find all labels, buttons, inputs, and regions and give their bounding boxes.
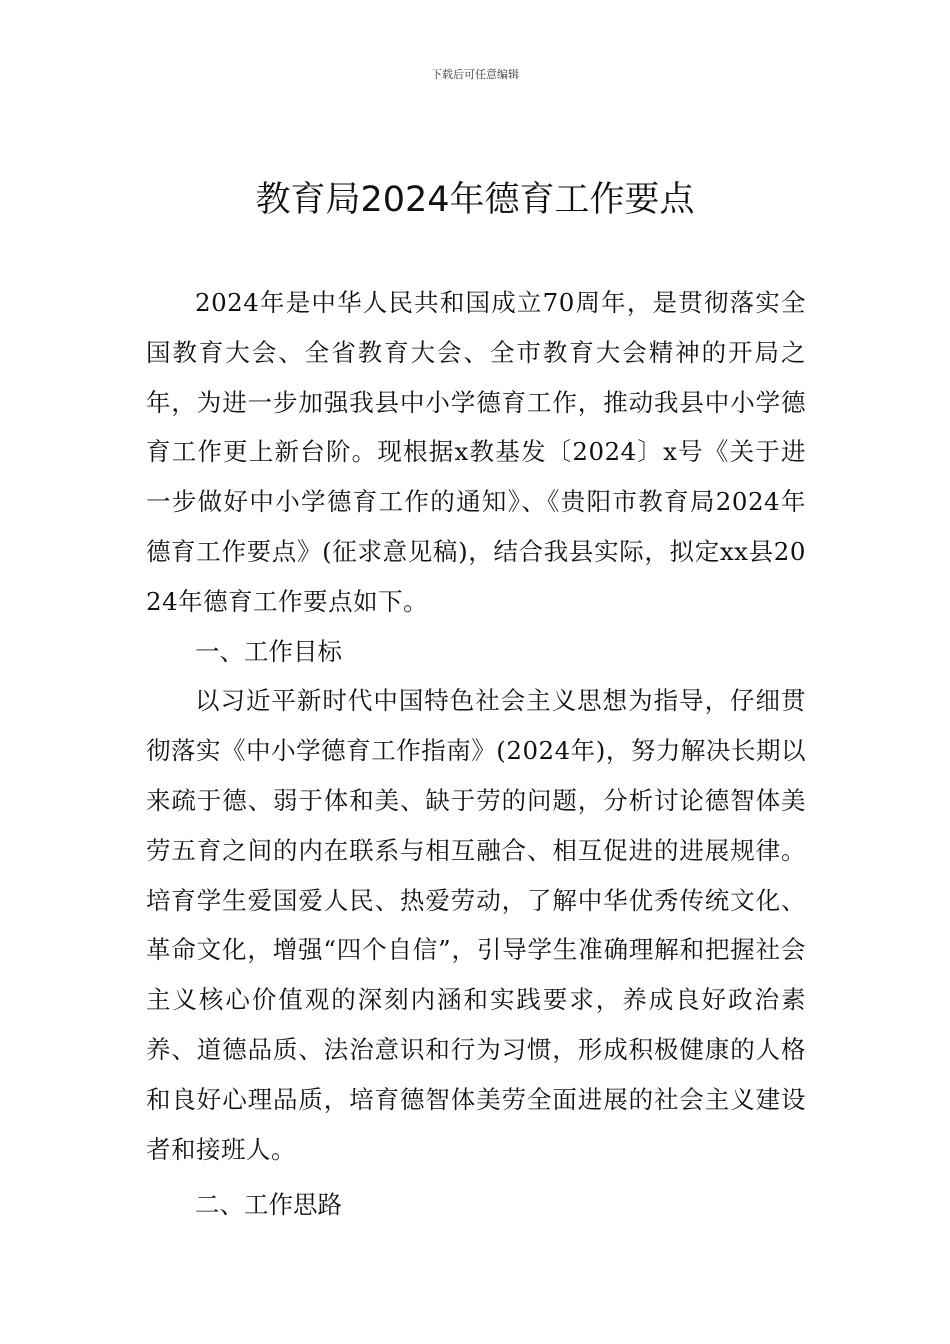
- document-body: [146, 278, 806, 1230]
- intro-paragraph: 2024年是中华人民共和国成立70周年，是贯彻落实全国教育大会、全省教育大会、全市教育大会精神的开局之年，为进一步加强我县中小学德育工作，推动我县中小学德育工作更上新台阶。现根据x教基发〔2024〕x号《关于进一步做好中小学德育工作的通知》、《贵阳市教育局2024年德育工作要点》(征求意见稿)，结合我县实际，拟定xx县2024年德育工作要点如下。: [146, 288, 806, 616]
- goals-paragraph: 以习近平新时代中国特色社会主义思想为指导，仔细贯彻落实《中小学德育工作指南》(2024年)，努力解决长期以来疏于德、弱于体和美、缺于劳的问题，分析讨论德智体美劳五育之间的内在联系与相互融合、相互促进的进展规律。培育学生爱国爱人民、热爱劳动，了解中华优秀传统文化、革命文化，增强“四个自信”，引导学生准确理解和把握社会主义核心价值观的深刻内涵和实践要求，养成良好政治素养、道德品质、法治意识和行为习惯，形成积极健康的人格和良好心理品质，培育德智体美劳全面进展的社会主义建设者和接班人。: [146, 686, 806, 1164]
- section-heading-approach: 二、工作思路: [195, 1190, 342, 1220]
- section-heading-goals: 一、工作目标: [195, 636, 342, 666]
- document-title: 教育局2024年德育工作要点: [255, 180, 695, 220]
- header-note: 下载后可任意编辑: [431, 68, 519, 81]
